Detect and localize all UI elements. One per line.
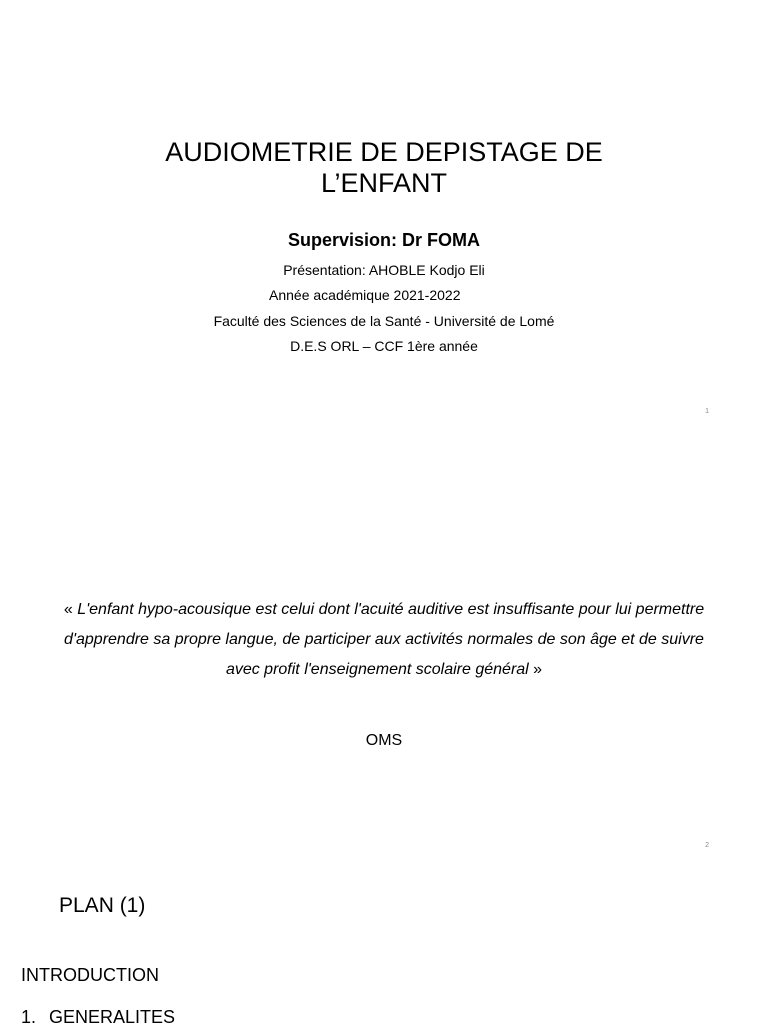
quote-source: OMS: [365, 732, 403, 749]
slide-title: [0, 0, 768, 433]
quote-body: L'enfant hypo-acousique est celui dont l'acuité auditive est insuffisante pour lui permettre d'apprendre sa propre langue, de participer aux activités normales de son âge et de suivre avec profit l'enseignement scolaire général: [64, 601, 705, 678]
plan-introduction: INTRODUCTION: [21, 965, 159, 985]
title-line-2: L’ENFANT: [320, 168, 448, 198]
quote-close-mark: »: [528, 661, 543, 678]
slide-quote: [0, 433, 768, 866]
plan-list-item: [21, 1007, 175, 1024]
presentation-text: Présentation: AHOBLE Kodjo Eli: [283, 262, 485, 278]
plan-title: PLAN (1): [59, 894, 146, 917]
plan-item-number: 1.: [21, 1007, 37, 1024]
supervision-text: Supervision: Dr FOMA: [287, 230, 480, 250]
page-number: 1: [705, 408, 709, 415]
quote-text: [50, 595, 718, 685]
title-line-1: AUDIOMETRIE DE DEPISTAGE DE: [165, 137, 603, 167]
program-text: D.E.S ORL – CCF 1ère année: [290, 338, 478, 354]
slide-plan: [0, 866, 768, 1024]
page-number: 2: [705, 842, 709, 849]
academic-year-text: Année académique 2021-2022: [269, 287, 461, 303]
quote-open-mark: «: [63, 601, 78, 618]
faculty-text: Faculté des Sciences de la Santé - Université de Lomé: [213, 313, 555, 329]
document-title: [0, 137, 768, 199]
plan-item-label: GENERALITES: [49, 1007, 176, 1024]
